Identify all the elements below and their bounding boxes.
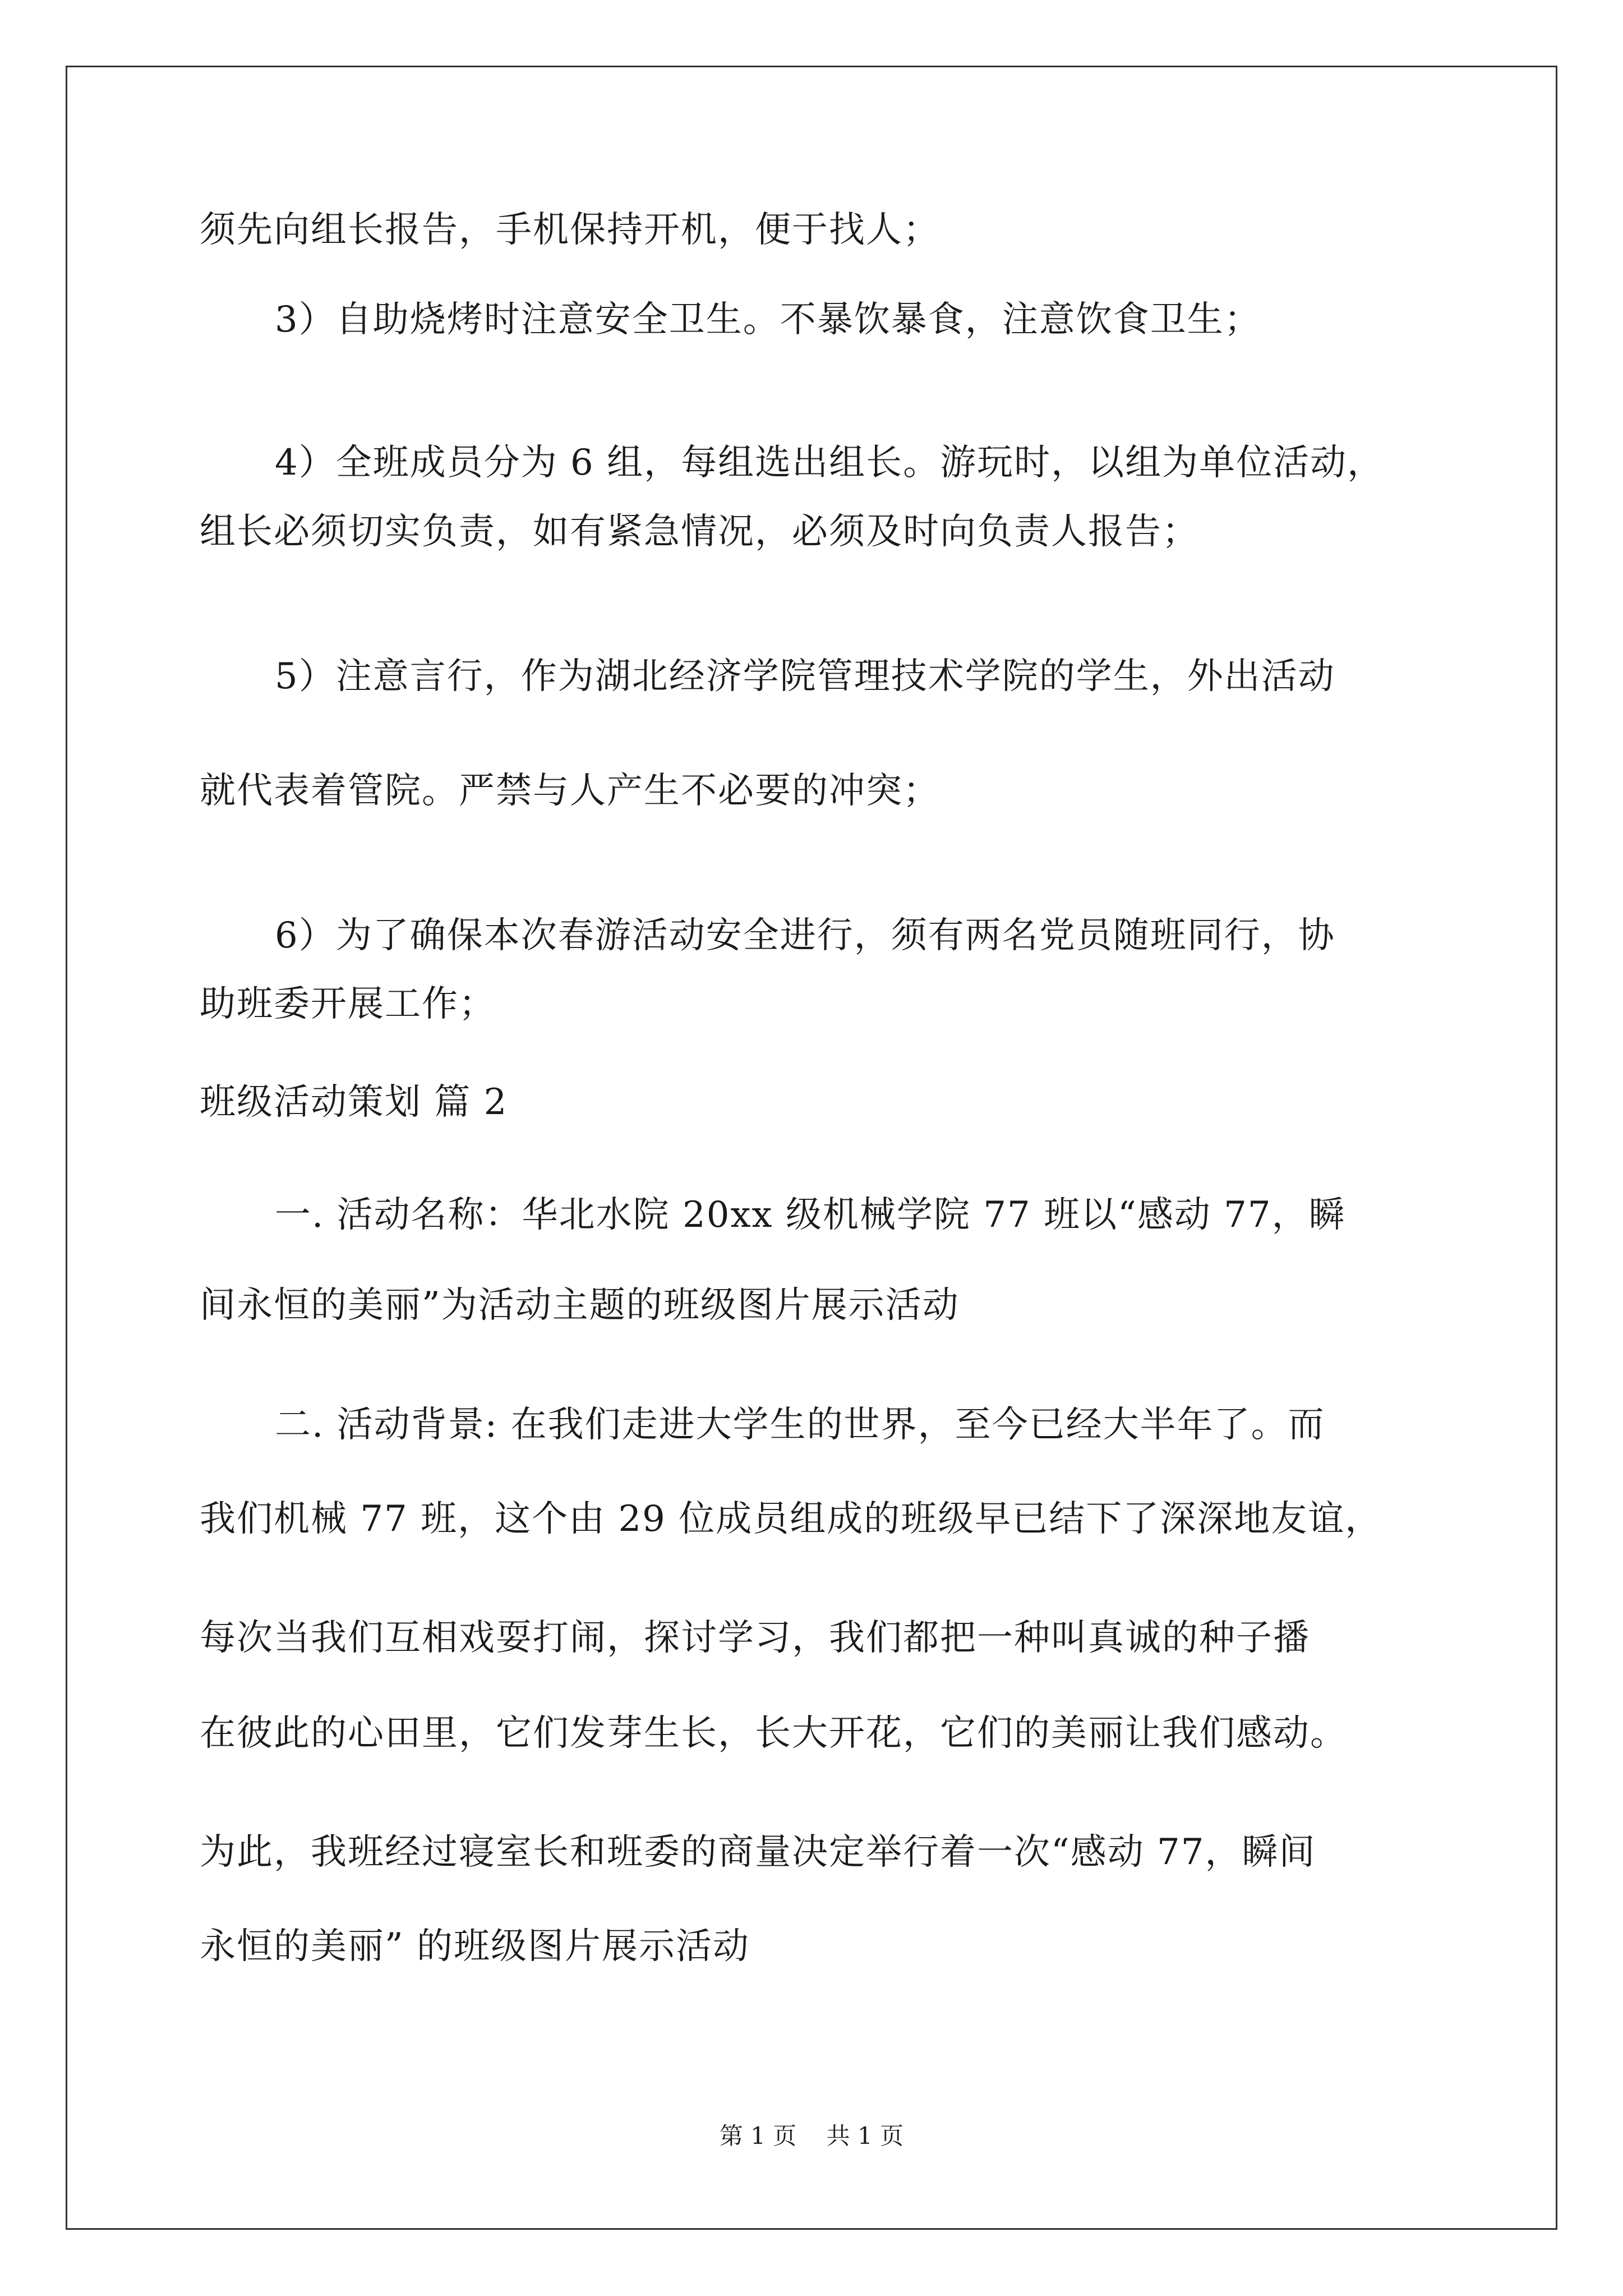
activity-background-line-4: 在彼此的心田里，它们发芽生长，长大开花，它们的美丽让我们感动。 xyxy=(200,1713,1347,1754)
item-4-line-1: 4）全班成员分为 6 组，每组选出组长。游玩时，以组为单位活动， xyxy=(275,442,1385,484)
activity-name-line-1: 一. 活动名称：华北水院 20xx 级机械学院 77 班以“感动 77，瞬 xyxy=(275,1194,1346,1236)
item-3-line: 3）自助烧烤时注意安全卫生。不暴饮暴食，注意饮食卫生； xyxy=(275,299,1261,341)
page-footer xyxy=(0,2119,1623,2153)
body-line-1: 须先向组长报告，手机保持开机，便于找人； xyxy=(200,209,940,251)
page-number: 第 1 页 xyxy=(719,2122,797,2150)
page-border xyxy=(66,66,1557,2230)
activity-background-line-2: 我们机械 77 班，这个由 29 位成员组成的班级早已结下了深深地友谊， xyxy=(200,1498,1382,1540)
activity-background-line-6: 永恒的美丽” 的班级图片展示活动 xyxy=(200,1926,750,1967)
activity-background-line-5: 为此，我班经过寝室长和班委的商量决定举行着一次“感动 77，瞬间 xyxy=(200,1832,1316,1873)
item-5-line-2: 就代表着管院。严禁与人产生不必要的冲突； xyxy=(200,770,940,812)
item-4-line-2: 组长必须切实负责，如有紧急情况，必须及时向负责人报告； xyxy=(200,511,1199,553)
activity-name-line-2: 间永恒的美丽”为活动主题的班级图片展示活动 xyxy=(200,1285,960,1326)
item-6-line-2: 助班委开展工作； xyxy=(200,983,496,1025)
item-5-line-1: 5）注意言行，作为湖北经济学院管理技术学院的学生，外出活动 xyxy=(275,656,1335,697)
item-6-line-1: 6）为了确保本次春游活动安全进行，须有两名党员随班同行，协 xyxy=(275,915,1335,956)
page-total: 共 1 页 xyxy=(826,2122,904,2150)
activity-background-line-3: 每次当我们互相戏耍打闹，探讨学习，我们都把一种叫真诚的种子播 xyxy=(200,1617,1310,1659)
section-heading: 班级活动策划 篇 2 xyxy=(200,1082,508,1123)
activity-background-line-1: 二. 活动背景: 在我们走进大学生的世界，至今已经大半年了。而 xyxy=(275,1404,1325,1446)
